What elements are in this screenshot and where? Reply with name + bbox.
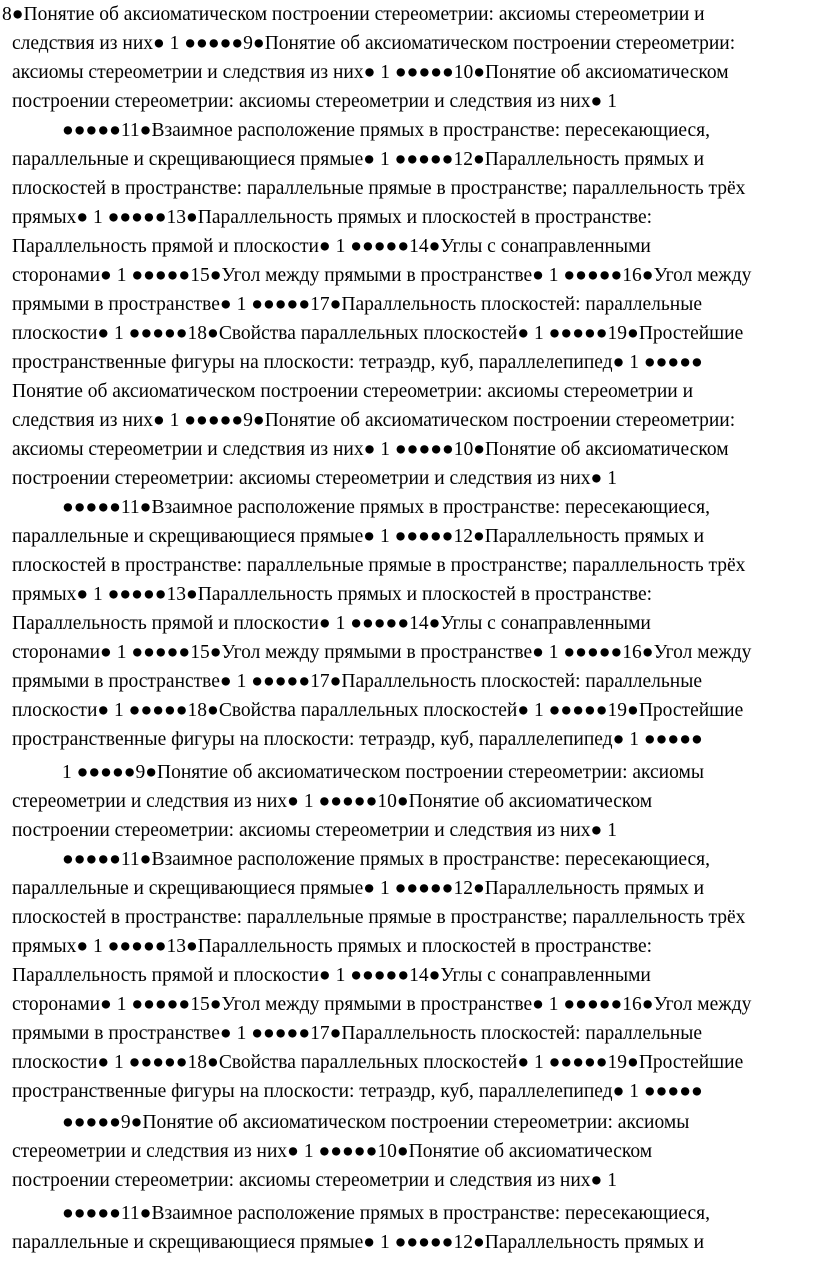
- text-line: Понятие об аксиоматическом построении стереометрии: аксиомы стереометрии и: [12, 381, 694, 402]
- text-line: плоскости● 1 ●●●●●18●Свойства параллельных плоскостей● 1 ●●●●●19●Простейшие: [12, 700, 744, 721]
- text-line: плоскостей в пространстве: параллельные прямые в пространстве; параллельность трёх: [12, 907, 746, 928]
- text-line: ●●●●●11●Взаимное расположение прямых в пространстве: пересекающиеся,: [62, 849, 711, 870]
- text-line: следствия из них● 1 ●●●●●9●Понятие об аксиоматическом построении стереометрии:: [12, 33, 736, 54]
- text-line: прямыми в пространстве● 1 ●●●●●17●Параллельность плоскостей: параллельные: [12, 294, 702, 315]
- text-line: построении стереометрии: аксиомы стереометрии и следствия из них● 1: [12, 468, 617, 489]
- text-line: прямых● 1 ●●●●●13●Параллельность прямых и плоскостей в пространстве:: [12, 207, 653, 228]
- text-line: параллельные и скрещивающиеся прямые● 1 ●●●●●12●Параллельность прямых и: [12, 1232, 705, 1253]
- text-line: параллельные и скрещивающиеся прямые● 1 ●●●●●12●Параллельность прямых и: [12, 526, 705, 547]
- text-line: Параллельность прямой и плоскости● 1 ●●●●●14●Углы с сонаправленными: [12, 613, 651, 634]
- text-line: аксиомы стереометрии и следствия из них● 1 ●●●●●10●Понятие об аксиоматическом: [12, 439, 729, 460]
- text-line: прямыми в пространстве● 1 ●●●●●17●Параллельность плоскостей: параллельные: [12, 1023, 702, 1044]
- text-line: построении стереометрии: аксиомы стереометрии и следствия из них● 1: [12, 91, 617, 112]
- text-line: параллельные и скрещивающиеся прямые● 1 ●●●●●12●Параллельность прямых и: [12, 878, 705, 899]
- text-line: Параллельность прямой и плоскости● 1 ●●●●●14●Углы с сонаправленными: [12, 965, 651, 986]
- text-line: Параллельность прямой и плоскости● 1 ●●●●●14●Углы с сонаправленными: [12, 236, 651, 257]
- text-line: стереометрии и следствия из них● 1 ●●●●●10●Понятие об аксиоматическом: [12, 791, 653, 812]
- text-line: построении стереометрии: аксиомы стереометрии и следствия из них● 1: [12, 1170, 617, 1191]
- text-line: ●●●●●11●Взаимное расположение прямых в пространстве: пересекающиеся,: [62, 1203, 711, 1224]
- text-line: сторонами● 1 ●●●●●15●Угол между прямыми в пространстве● 1 ●●●●●16●Угол между: [12, 265, 752, 286]
- text-line: построении стереометрии: аксиомы стереометрии и следствия из них● 1: [12, 820, 617, 841]
- text-line: ●●●●●9●Понятие об аксиоматическом построении стереометрии: аксиомы: [62, 1112, 690, 1133]
- text-line: ●●●●●11●Взаимное расположение прямых в пространстве: пересекающиеся,: [62, 497, 711, 518]
- text-line: сторонами● 1 ●●●●●15●Угол между прямыми в пространстве● 1 ●●●●●16●Угол между: [12, 642, 752, 663]
- text-line: прямых● 1 ●●●●●13●Параллельность прямых и плоскостей в пространстве:: [12, 584, 653, 605]
- text-line: аксиомы стереометрии и следствия из них● 1 ●●●●●10●Понятие об аксиоматическом: [12, 62, 729, 83]
- text-line: плоскостей в пространстве: параллельные прямые в пространстве; параллельность трёх: [12, 555, 746, 576]
- text-line: прямыми в пространстве● 1 ●●●●●17●Параллельность плоскостей: параллельные: [12, 671, 702, 692]
- text-line: 1 ●●●●●9●Понятие об аксиоматическом построении стереометрии: аксиомы: [62, 762, 704, 783]
- text-line: пространственные фигуры на плоскости: тетраэдр, куб, параллелепипед● 1 ●●●●●: [12, 1081, 703, 1102]
- text-line: плоскости● 1 ●●●●●18●Свойства параллельных плоскостей● 1 ●●●●●19●Простейшие: [12, 1052, 744, 1073]
- text-line: следствия из них● 1 ●●●●●9●Понятие об аксиоматическом построении стереометрии:: [12, 410, 736, 431]
- text-line: сторонами● 1 ●●●●●15●Угол между прямыми в пространстве● 1 ●●●●●16●Угол между: [12, 994, 752, 1015]
- text-line: плоскости● 1 ●●●●●18●Свойства параллельных плоскостей● 1 ●●●●●19●Простейшие: [12, 323, 744, 344]
- text-line: пространственные фигуры на плоскости: тетраэдр, куб, параллелепипед● 1 ●●●●●: [12, 729, 703, 750]
- text-line: пространственные фигуры на плоскости: тетраэдр, куб, параллелепипед● 1 ●●●●●: [12, 352, 703, 373]
- text-line: 8●Понятие об аксиоматическом построении стереометрии: аксиомы стереометрии и: [2, 4, 705, 25]
- text-line: плоскостей в пространстве: параллельные прямые в пространстве; параллельность трёх: [12, 178, 746, 199]
- text-line: параллельные и скрещивающиеся прямые● 1 ●●●●●12●Параллельность прямых и: [12, 149, 705, 170]
- text-line: ●●●●●11●Взаимное расположение прямых в пространстве: пересекающиеся,: [62, 120, 711, 141]
- text-line: стереометрии и следствия из них● 1 ●●●●●10●Понятие об аксиоматическом: [12, 1141, 653, 1162]
- text-line: прямых● 1 ●●●●●13●Параллельность прямых и плоскостей в пространстве:: [12, 936, 653, 957]
